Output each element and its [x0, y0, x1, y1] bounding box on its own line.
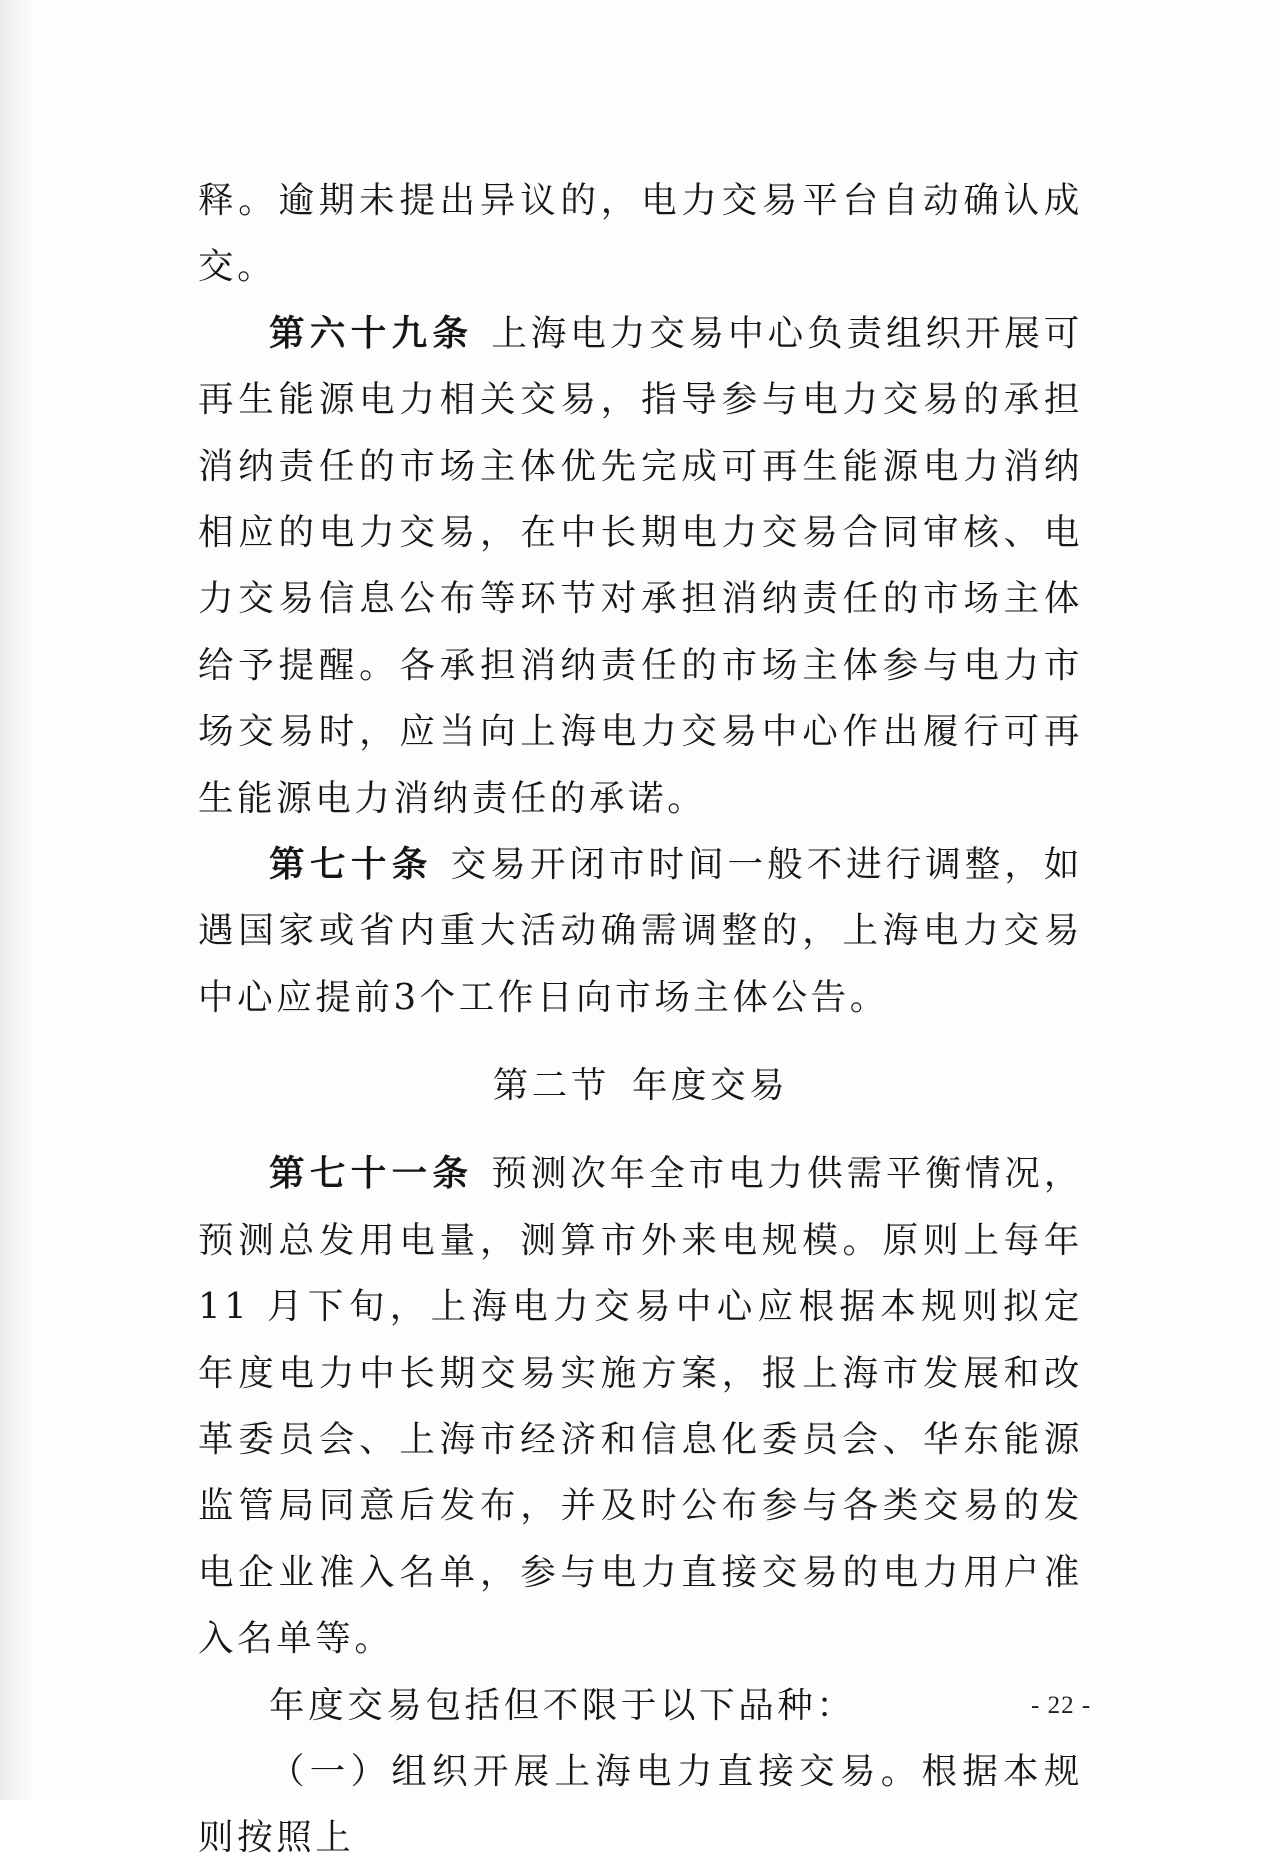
article-70-label: 第七十条: [269, 844, 433, 886]
section-title: 年度交易: [631, 1065, 789, 1107]
article-71: [198, 1141, 1083, 1672]
article-71-text: 预测次年全市电力供需平衡情况，预测总发用电量，测算市外来电规模。原则上每年 11 月下旬，上海电力交易中心应根据本规则拟定年度电力中长期交易实施方案，报上海市发展和改革委员会、上海市经济和信息化委员会、华东能源监管局同意后发布，并及时公布参与各类交易的发电企业准入名单，参与电力直接交易的电力用户准入名单等。: [198, 1153, 1083, 1660]
article-70: [198, 832, 1083, 1031]
list-item-1: （一）组织开展上海电力直接交易。根据本规则按照上: [198, 1750, 1083, 1859]
article-69-label: 第六十九条: [269, 312, 474, 354]
document-body: [198, 168, 1083, 1872]
continuation-paragraph: 释。逾期未提出异议的，电力交易平台自动确认成交。: [198, 180, 1083, 288]
scan-edge-shadow: [0, 0, 34, 1800]
section-number: 第二节: [492, 1065, 610, 1107]
annual-trading-paragraph: 年度交易包括但不限于以下品种：: [269, 1684, 856, 1726]
article-69-text: 上海电力交易中心负责组织开展可再生能源电力相关交易，指导参与电力交易的承担消纳责任的市场主体优先完成可再生能源电力消纳相应的电力交易，在中长期电力交易合同审核、电力交易信息公布等环节对承担消纳责任的市场主体给予提醒。各承担消纳责任的市场主体参与电力市场交易时，应当向上海电力交易中心作出履行可再生能源电力消纳责任的承诺。: [198, 312, 1083, 819]
article-70-text: 交易开闭市时间一般不进行调整，如遇国家或省内重大活动确需调整的，上海电力交易中心应提前3个工作日向市场主体公告。: [198, 844, 1083, 1018]
article-71-label: 第七十一条: [269, 1153, 474, 1195]
section-heading: [198, 1053, 1083, 1119]
page-number: - 22 -: [1031, 1692, 1092, 1719]
article-69: [198, 301, 1083, 832]
